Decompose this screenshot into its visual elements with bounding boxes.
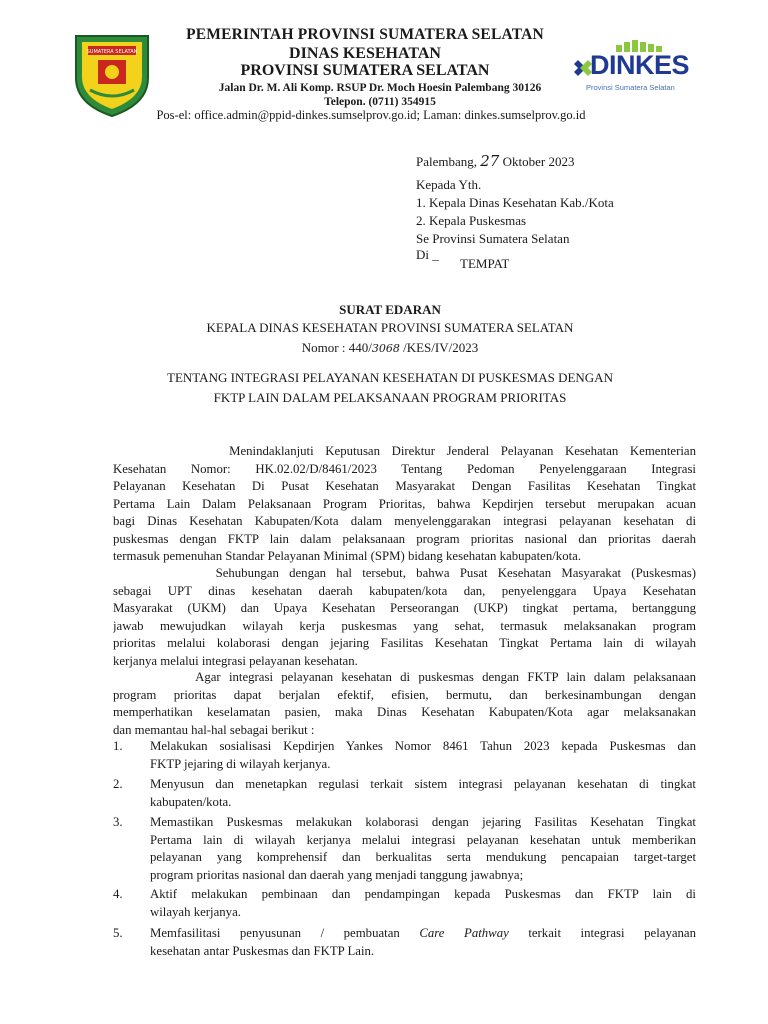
- paragraph-line: jawab mewujudkan wilayah kerja puskesmas yang sehat, termasuk melaksanakan program: [113, 618, 696, 633]
- recipient-line-1: 1. Kepala Dinas Kesehatan Kab./Kota: [416, 195, 614, 210]
- paragraph-line: Pelayanan Kesehatan Di Pusat Kesehatan Masyarakat Dengan Fasilitas Kesehatan Tingkat: [113, 479, 696, 493]
- letterhead-government: PEMERINTAH PROVINSI SUMATERA SELATAN: [186, 26, 544, 43]
- paragraph-line: Kesehatan Nomor: HK.02.02/D/8461/2023 Tentang Pedoman Penyelenggaraan Integrasi: [113, 461, 696, 476]
- number-prefix: Nomor : 440/: [301, 340, 372, 355]
- list-item-text: terkait integrasi pelayanan: [508, 926, 696, 940]
- list-item-line: [150, 925, 696, 943]
- letterhead-agency: DINAS KESEHATAN: [289, 45, 441, 62]
- list-item-line: Memastikan Puskesmas melakukan kolaborasi dengan jejaring Fasilitas Kesehatan Tingkat: [150, 815, 696, 829]
- list-item-number: 2.: [113, 777, 123, 791]
- list-item-line: Menyusun dan menetapkan regulasi terkait sistem integrasi pelayanan kesehatan di tingkat: [150, 777, 696, 791]
- number-suffix: /KES/IV/2023: [399, 340, 479, 355]
- paragraph-line: Pertama Lain Dalam Pelaksanaan Program Prioritas, bahwa Kepdirjen tersebut merupakan acuan: [113, 496, 696, 511]
- dinkes-logo-subtitle: Provinsi Sumatera Selatan: [586, 83, 675, 92]
- paragraph-line: dan memantau hal-hal sebagai berikut :: [113, 722, 315, 737]
- letter-issuer: KEPALA DINAS KESEHATAN PROVINSI SUMATERA SELATAN: [206, 320, 574, 335]
- recipient-line-4: Di _: [416, 247, 439, 262]
- letterhead-contact: Pos-el: office.admin@ppid-dinkes.sumselprov.go.id; Laman: dinkes.sumselprov.go.id: [156, 108, 586, 122]
- paragraph-line: program prioritas dapat berjalan efektif, efisien, bermutu, dan berkesinambungan dengan: [113, 687, 696, 702]
- list-item-line: kesehatan antar Puskesmas dan FKTP Lain.: [150, 943, 375, 958]
- paragraph-line: memperhatikan keselamatan pasien, maka Dinas Kesehatan Kabupaten/Kota agar melaksanakan: [113, 705, 696, 719]
- date-day-handwritten: 27: [480, 152, 500, 170]
- list-item-line: Aktif melakukan pembinaan dan pendampingan kepada Puskesmas dan FKTP lain di: [150, 887, 696, 901]
- date-prefix: Palembang,: [416, 154, 478, 169]
- recipient-line-3: Se Provinsi Sumatera Selatan: [416, 231, 570, 246]
- list-item-line: Melakukan sosialisasi Kepdirjen Yankes Nomor 8461 Tahun 2023 kepada Puskesmas dan: [150, 739, 696, 753]
- paragraph-2: [113, 565, 696, 670]
- list-item-number: 3.: [113, 815, 123, 829]
- letterhead-address: Jalan Dr. M. Ali Komp. RSUP Dr. Moch Hoesin Palembang 30126: [218, 82, 542, 94]
- recipient-place: TEMPAT: [460, 256, 510, 271]
- list-item-line: Pertama lain di wilayah kerjanya melalui integrasi pelayanan kesehatan untuk memberikan: [150, 832, 696, 847]
- list-item-line: FKTP jejaring di wilayah kerjanya.: [150, 756, 331, 771]
- paragraph-line: Menindaklanjuti Keputusan Direktur Jenderal Pelayanan Kesehatan Kementerian: [113, 444, 696, 458]
- letter-number: [100, 340, 680, 356]
- list-item-line: pelayanan yang komprehensif dan berkualitas serta mendukung pencapaian target-target: [150, 850, 696, 864]
- list-item-number: 5.: [113, 926, 123, 940]
- list-item-text: Memfasilitasi penyusunan / pembuatan: [150, 926, 420, 940]
- list-item-emphasis: Care Pathway: [419, 926, 509, 940]
- list-item-number: 1.: [113, 739, 123, 753]
- subject-line-2: FKTP LAIN DALAM PELAKSANAAN PROGRAM PRIORITAS: [213, 390, 567, 405]
- paragraph-line: bagi Dinas Kesehatan Kabupaten/Kota dalam menyelenggarakan integrasi pelayanan kesehatan di: [113, 514, 696, 528]
- paragraph-1: [113, 443, 696, 566]
- dinkes-logo-text: DINKES: [590, 50, 690, 80]
- paragraph-line: prioritas melalui kolaborasi dengan jejaring Fasilitas Kesehatan Tingkat Pertama lain di wilayah: [113, 636, 696, 650]
- paragraph-line: puskesmas dengan FKTP lain dalam pelaksanaan program prioritas nasional dan prioritas daerah: [113, 531, 696, 546]
- list-item-number: 4.: [113, 887, 123, 901]
- letter-date: [416, 152, 574, 170]
- list-item-line: program prioritas nasional dan daerah yang menjadi tanggung jawabnya;: [150, 867, 524, 882]
- letterhead-province: PROVINSI SUMATERA SELATAN: [240, 62, 490, 79]
- recipient-greeting: Kepada Yth.: [416, 177, 482, 192]
- letterhead-phone: Telepon. (0711) 354915: [324, 96, 436, 108]
- recipient-line-2: 2. Kepala Puskesmas: [416, 213, 527, 228]
- paragraph-line: termasuk pemenuhan Standar Pelayanan Minimal (SPM) bidang kesehatan kabupaten/kota.: [113, 549, 582, 563]
- number-handwritten: 3068: [371, 342, 400, 355]
- paragraph-line: kerjanya melalui integrasi pelayanan kesehatan.: [113, 653, 358, 668]
- paragraph-line: Agar integrasi pelayanan kesehatan di puskesmas dengan FKTP lain dalam pelaksanaan: [113, 670, 696, 684]
- paragraph-3: [113, 669, 696, 739]
- svg-text:SUMATERA SELATAN: SUMATERA SELATAN: [86, 49, 138, 55]
- paragraph-line: sebagai UPT dinas kesehatan daerah kabupaten/kota dan, penyelenggara Upaya Kesehatan: [113, 583, 696, 598]
- paragraph-line: Sehubungan dengan hal tersebut, bahwa Pusat Kesehatan Masyarakat (Puskesmas): [113, 566, 696, 580]
- subject-line-1: TENTANG INTEGRASI PELAYANAN KESEHATAN DI PUSKESMAS DENGAN: [167, 370, 613, 385]
- province-emblem-logo: [70, 32, 154, 118]
- list-item-line: wilayah kerjanya.: [150, 904, 241, 919]
- paragraph-line: Masyarakat (UKM) dan Upaya Kesehatan Perseorangan (UKP) tingkat pertama, bertanggung: [113, 601, 696, 615]
- letter-heading: SURAT EDARAN: [339, 302, 441, 317]
- list-item-line: kabupaten/kota.: [150, 794, 232, 809]
- date-rest: Oktober 2023: [502, 154, 575, 169]
